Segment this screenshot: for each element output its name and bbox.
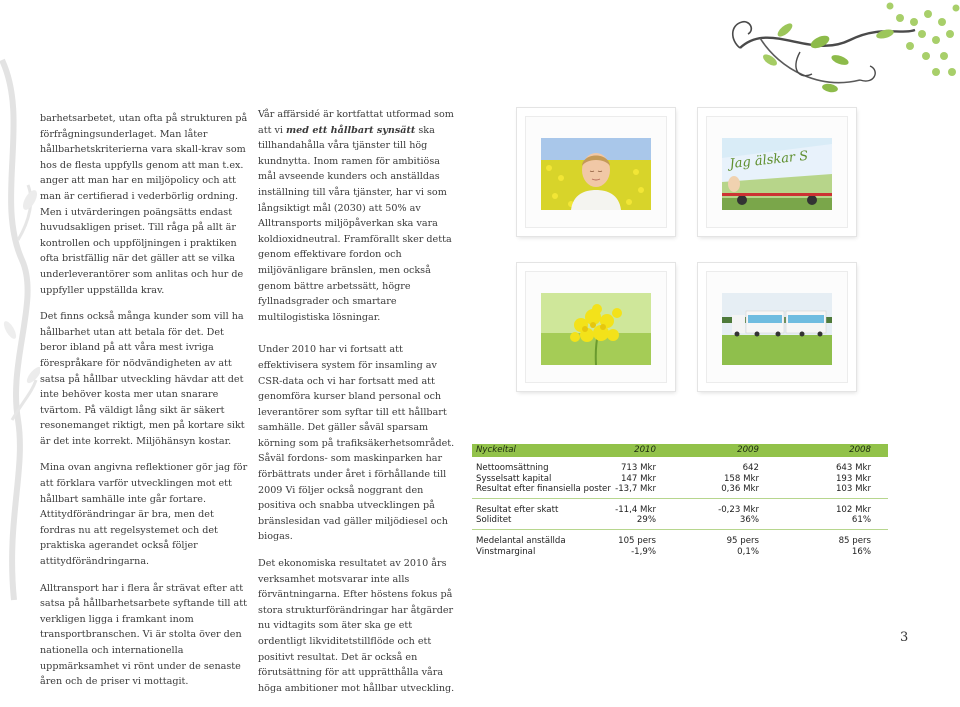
photo-frame-boy [517,108,675,236]
value-2008: 102 Mkr [835,504,871,515]
row-label: Nettoomsättning [476,463,549,473]
middle-paragraph-1 [258,107,458,325]
table-row [472,515,888,526]
key-figures-table [472,444,888,560]
table-group-2 [472,499,888,530]
value-2010: 713 Mkr [620,463,656,473]
value-2009: 158 Mkr [723,473,759,484]
truck-closeup-photo [722,138,832,210]
value-2010: 29% [636,515,656,526]
value-2010: -11,4 Mkr [615,504,656,515]
value-2008: 61% [851,515,871,526]
rapeseed-flower-photo [541,293,651,365]
value-2008: 193 Mkr [835,473,871,484]
table-row [472,547,888,558]
value-2010: -1,9% [631,546,656,557]
middle-paragraph-2: Under 2010 har vi fortsatt att effektivisera system för insamling av CSR-data och vi har fortsatt med att genomföra kurser bland personal och leverantörer som syftar till ett hållbart samhälle. Det gäller såväl sparsam körning som på trafiksäkerhetsområdet. Såväl fordons- som maskinparken har förbättrats under året i förhållande till 2009 Vi följer också noggrant den positiva och snabba utvecklingen på bränslesidan vad gäller miljödiesel och biogas. [258,344,455,543]
value-2008: 103 Mkr [835,484,871,495]
emphasis-sustainable-approach: med ett hållbart synsätt [286,124,416,136]
table-row [472,536,888,547]
left-paragraph-1: barhetsarbetet, utan ofta på strukturen på förfrågningsunderlaget. Man låter hållbarhetskriterierna vara skall-krav som hos de flesta uppfylls genom att man t.ex. anger att man har en miljöpolicy och att man är certifierad i vederbörlig ordning. Men i utvärderingen poängsätts endast huvudsakligen priset. Till råga på allt är kontrollen och uppföljningen i praktiken ofta bristfällig när det gäller att se vilka underleverantörer som anlitas och hur de uppfyller uppställda krav. [40,113,248,296]
row-label: Sysselsatt kapital [476,473,552,484]
left-paragraph-2: Det finns också många kunder som vill ha hållbarhet utan att betala för det. Det beror ibland på att våra mest ivriga förespråkare för nödvändigheten av att satsa på hållbar utveckling hävdar att det inte behöver kosta mer utan snarare tvärtom. På väldigt lång sikt är säkert resonemanget riktigt, men på kortare sikt är det inte korrekt. Miljöhänsyn kostar. [40,311,245,447]
row-label: Medelantal anställda [476,535,566,546]
table-row [472,505,888,516]
value-2009: -0,23 Mkr [718,504,759,515]
value-2009: 36% [739,515,759,526]
row-label: Vinstmarginal [476,546,536,557]
table-group-3 [472,530,888,560]
truck-banner-text: Jag älskar S [728,148,809,172]
photo-frame-rapeseed [517,263,675,391]
value-2009: 0,1% [737,546,759,557]
header-2009: 2009 [737,445,759,455]
row-label: Resultat efter skatt [476,504,559,515]
value-2009: 642 [742,463,759,473]
value-2008: 643 Mkr [835,463,871,473]
floral-ornament [700,0,960,100]
truck-in-field-photo [722,293,832,365]
value-2009: 0,36 Mkr [721,484,759,495]
left-paragraph-3: Mina ovan angivna reflektioner gör jag för att förklara varför utvecklingen mot ett hållbart samhälle inte går fortare. Attitydförändringar är bra, men det fordras nu att regelsystemet och det praktiska agerandet också följer attitydförändringarna. [40,462,248,568]
left-swirl-decoration [0,0,40,679]
middle-paragraph-1-start: Vår affärsidé är kortfattat utformad som att vi [258,109,454,136]
boy-in-field-photo [541,138,651,210]
table-row [472,474,888,485]
value-2010: 147 Mkr [620,473,656,484]
header-label: Nyckeltal [476,445,516,455]
left-text-column [40,111,252,701]
table-header [472,444,888,457]
middle-paragraph-3: Det ekonomiska resultatet av 2010 års verksamhet motsvarar inte alls förväntningarna. Efter höstens fokus på stora strukturförändringar har åtgärder nu vidtagits som äter ska ge ett ordentligt likviditetstillflöde och ett positivt resultat. Det är också en förutsättning för att upprätthålla våra höga ambitioner mot hållbar utveckling. [258,558,455,694]
page-number: 3 [900,630,909,645]
header-2008: 2008 [849,445,871,455]
table-row [472,463,888,474]
value-2008: 85 pers [838,535,871,546]
row-label: Resultat efter finansiella poster [476,484,611,495]
value-2008: 16% [851,546,871,557]
value-2010: -13,7 Mkr [615,484,656,495]
table-row [472,484,888,495]
middle-text-column [258,107,458,707]
table-group-1 [472,457,888,499]
value-2009: 95 pers [726,535,759,546]
header-2010: 2010 [634,445,656,455]
photo-frame-truck-field [698,263,856,391]
middle-paragraph-1-end: ska tillhandahålla våra tjänster till hög kundnytta. Inom ramen för ambitiösa mål avseende kunders och anställdas inställning till våra tjänster, har vi som långsiktigt mål (2030) att 50% av Alltransports miljöpåverkan ska vara koldioxidneutral. Framförallt sker detta genom effektivare fordon och miljövänligare bränslen, men också genom bättre arbetssätt, högre fyllnadsgrader och smartare multilogistiska lösningar. [258,124,452,323]
row-label: Soliditet [476,515,512,526]
left-paragraph-4: Alltransport har i flera år strävat efter att satsa på hållbarhetsarbete syftande till att verkligen ligga i framkant inom transportbranschen. Vi är stolta över den nationella och internationella uppmärksamhet vi rönt under de senaste åren och de priser vi mottagit. [40,582,247,688]
value-2010: 105 pers [618,535,656,546]
photo-frame-truck-closeup [698,108,856,236]
